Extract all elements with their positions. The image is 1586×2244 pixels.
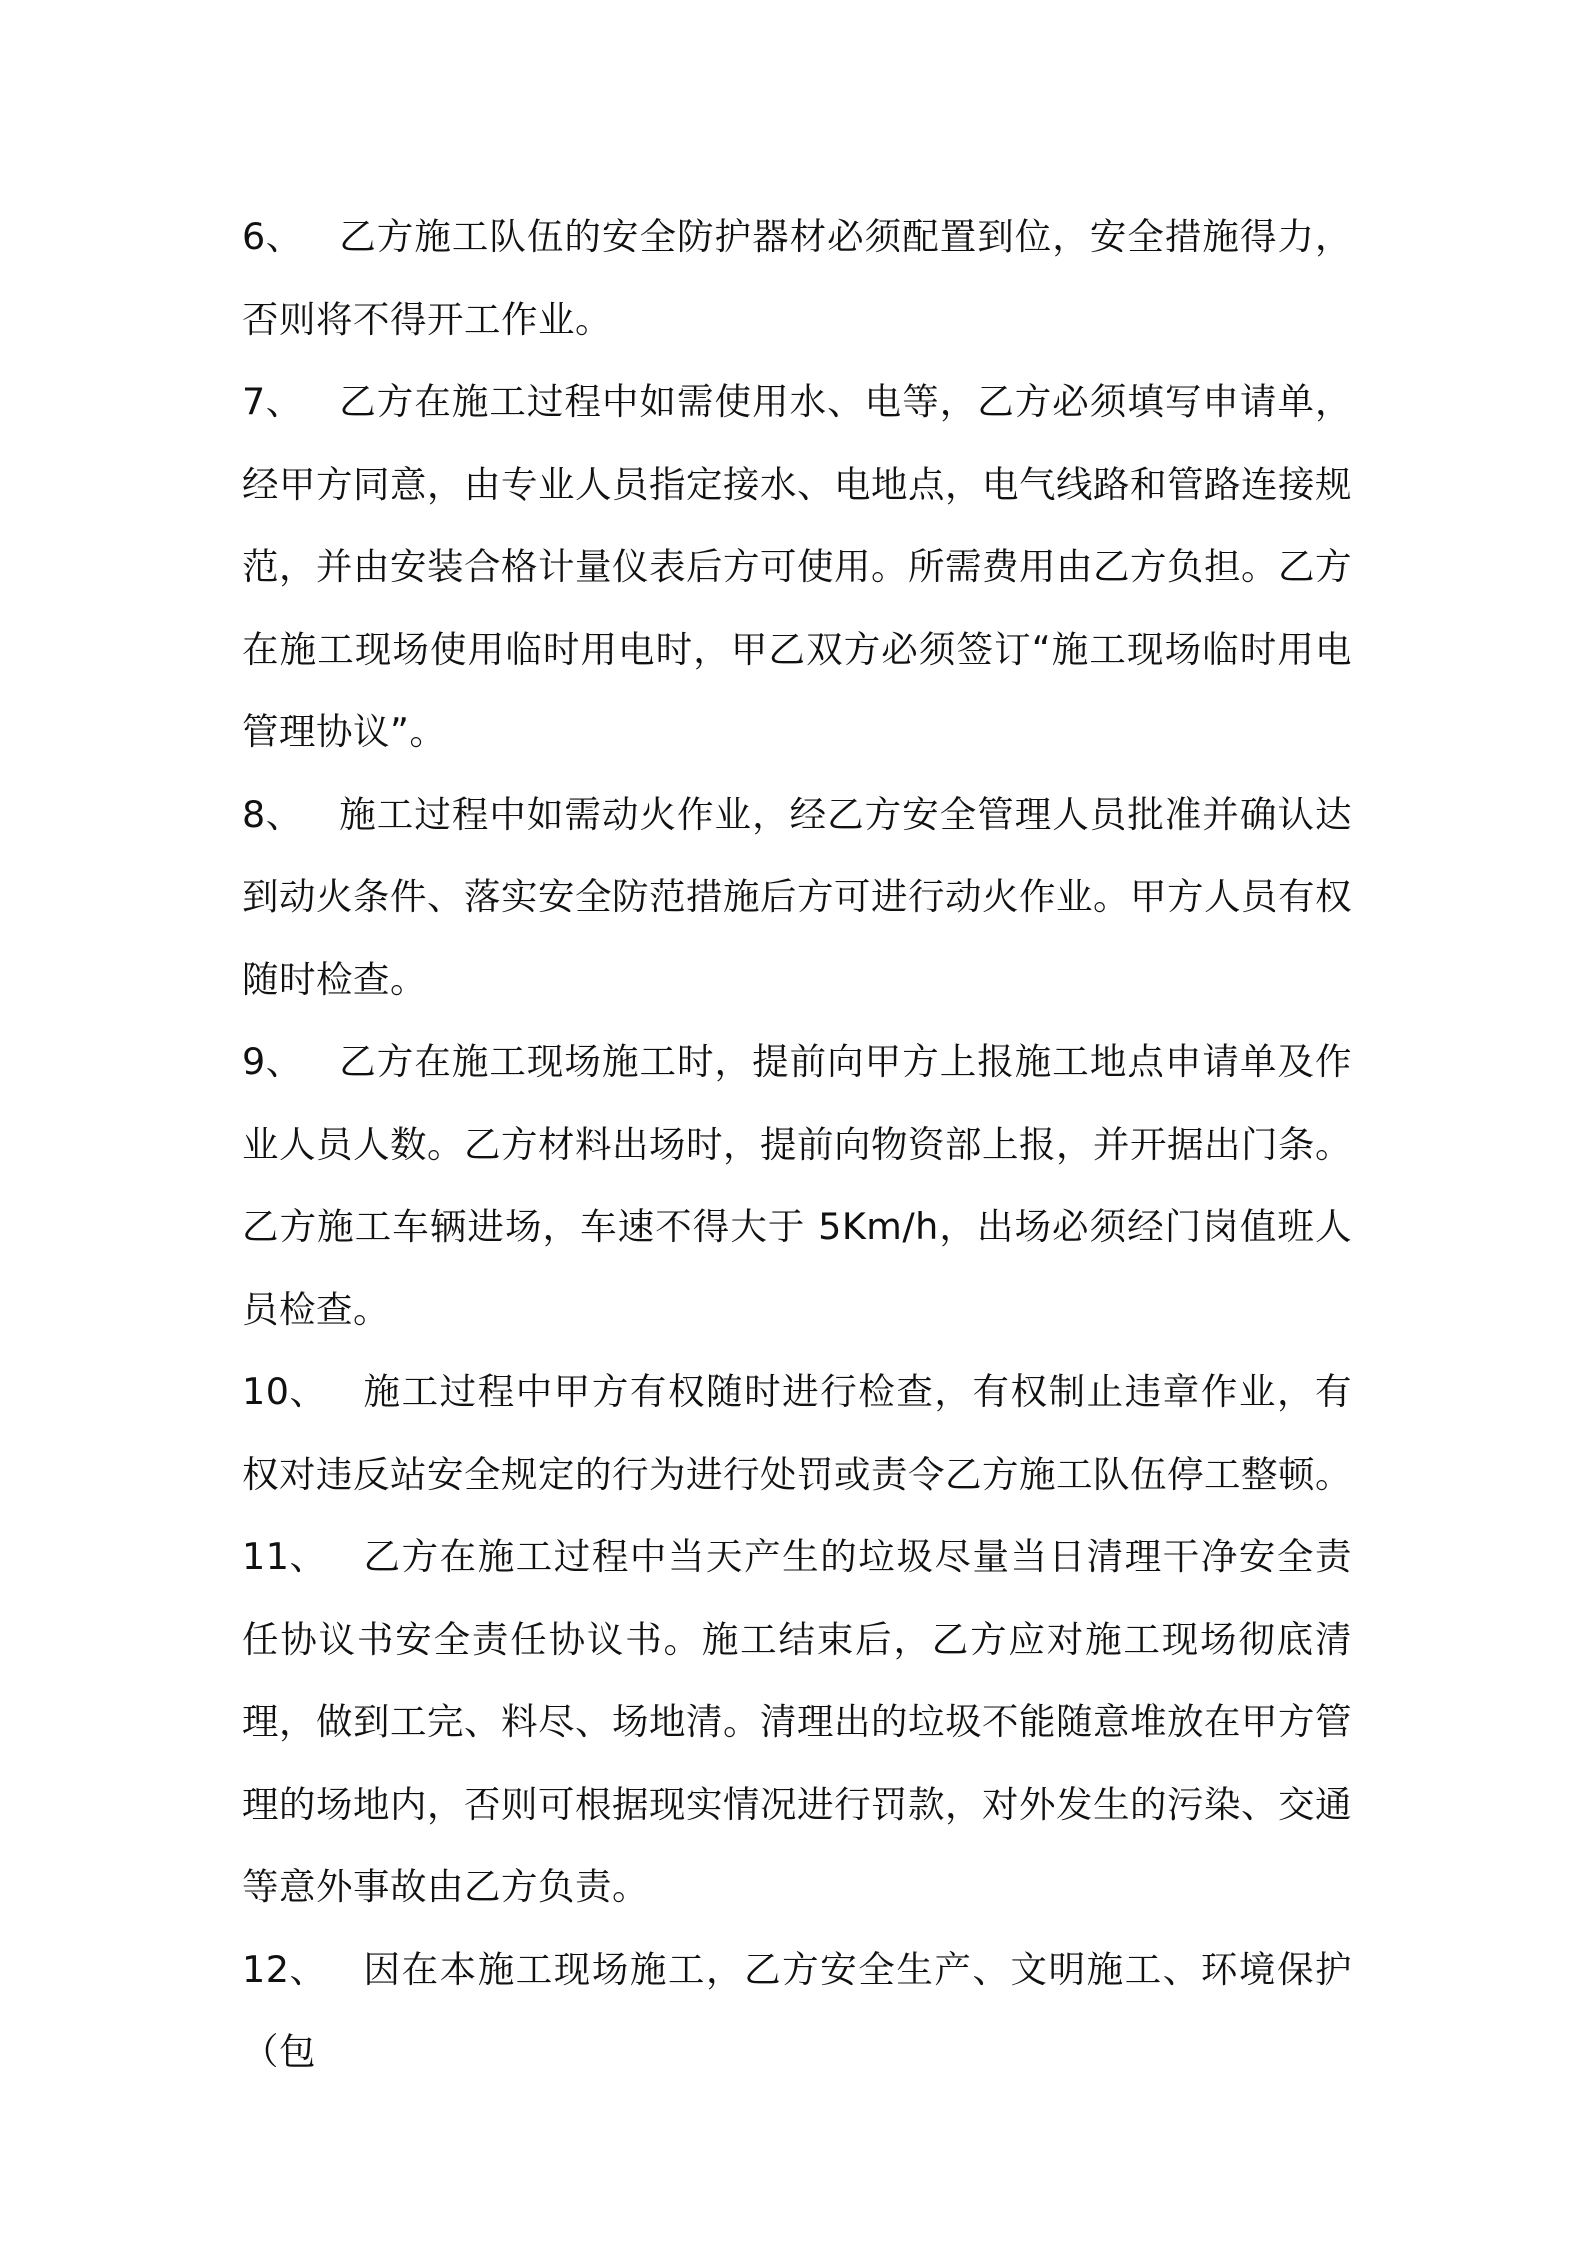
clause-10 — [242, 1351, 1352, 1516]
clause-12 — [242, 1929, 1352, 2094]
clause-6 — [242, 196, 1352, 361]
clause-7 — [242, 361, 1352, 774]
clause-text: 施工过程中甲方有权随时进行检查，有权制止违章作业，有权对违反站安全规定的行为进行处罚或责令乙方施工队伍停工整顿。 — [242, 1370, 1352, 1496]
clause-text: 乙方在施工过程中当天产生的垃圾尽量当日清理干净安全责任协议书安全责任协议书。施工结束后，乙方应对施工现场彻底清理，做到工完、料尽、场地清。清理出的垃圾不能随意堆放在甲方管理的场地内，否则可根据现实情况进行罚款，对外发生的污染、交通等意外事故由乙方负责。 — [242, 1535, 1352, 1908]
clause-text: 因在本施工现场施工，乙方安全生产、文明施工、环境保护（包 — [242, 1947, 1352, 2073]
clause-text: 乙方在施工过程中如需使用水、电等，乙方必须填写申请单，经甲方同意，由专业人员指定接水、电地点，电气线路和管路连接规范，并由安装合格计量仪表后方可使用。所需费用由乙方负担。乙方在施工现场使用临时用电时，甲乙双方必须签订“施工现场临时用电管理协议”。 — [242, 380, 1352, 753]
clause-number: 9、 — [242, 1040, 303, 1083]
clause-text: 乙方在施工现场施工时，提前向甲方上报施工地点申请单及作业人员人数。乙方材料出场时，提前向物资部上报，并开据出门条。乙方施工车辆进场，车速不得大于 5Km/h，出场必须经门岗值班人员检查。 — [242, 1040, 1352, 1331]
clause-text: 施工过程中如需动火作业，经乙方安全管理人员批准并确认达到动火条件、落实安全防范措施后方可进行动火作业。甲方人员有权随时检查。 — [242, 792, 1352, 1001]
clause-number: 11、 — [242, 1535, 327, 1578]
clause-number: 6、 — [242, 215, 303, 258]
clause-9 — [242, 1021, 1352, 1351]
clause-8 — [242, 774, 1352, 1022]
clause-text: 乙方施工队伍的安全防护器材必须配置到位，安全措施得力，否则将不得开工作业。 — [242, 215, 1352, 341]
clause-11 — [242, 1516, 1352, 1929]
clause-number: 12、 — [242, 1947, 327, 1991]
document-body — [242, 196, 1352, 2094]
clause-number: 7、 — [242, 380, 303, 423]
clause-number: 10、 — [242, 1370, 327, 1413]
clause-number: 8、 — [242, 792, 303, 836]
